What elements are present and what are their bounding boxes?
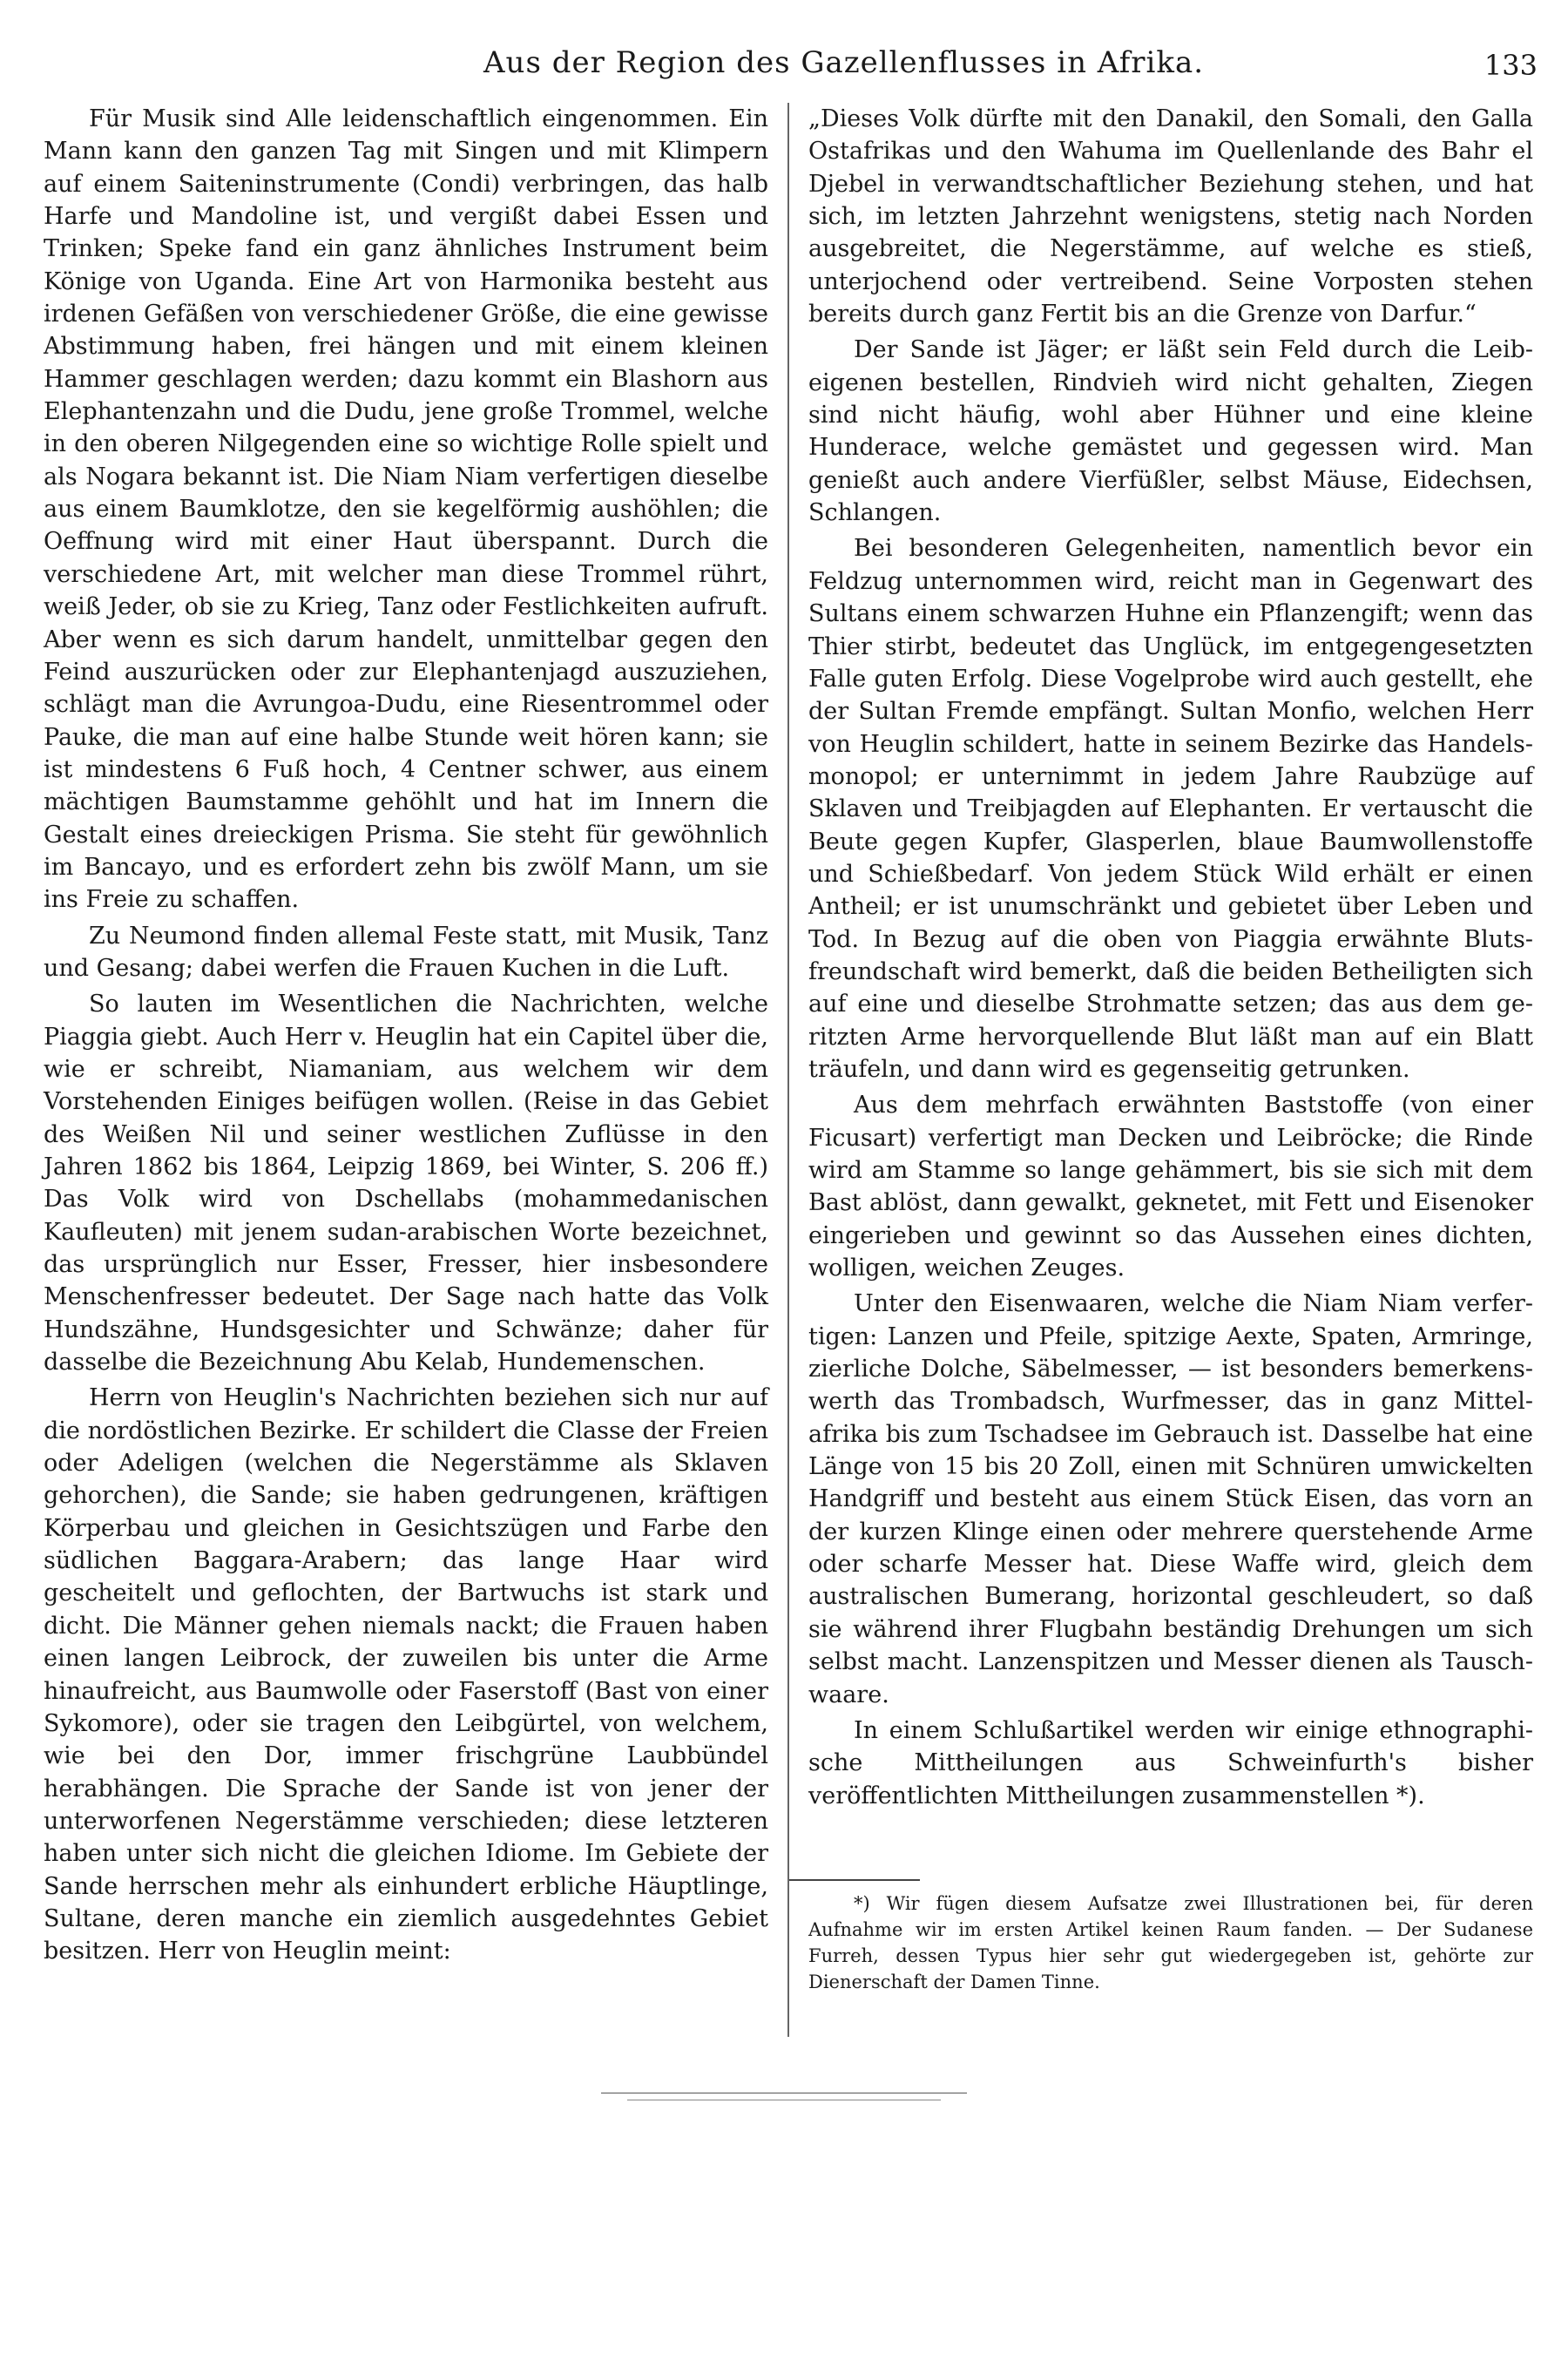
paragraph: Bei besonderen Gelegenheiten, namentlich bevor ein Feldzug unternommen wird, reicht man in Gegenwart des Sultans einem schwarzen Huhne ein Pflanzengift; wenn das Thier stirbt, bedeutet das Unglück, im entgegengesetzten Falle guten Erfolg. Diese Vogelprobe wird auch gestellt, ehe der Sultan Fremde empfängt. Sultan Monfio, welchen Herr von Heuglin schildert, hatte in seinem Bezirke das Handelsmonopol; er unternimmt in jedem Jahre Raubzüge auf Sklaven und Treibjagden auf Elephanten. Er vertauscht die Beute gegen Kupfer, Glasperlen, blaue Baumwollenstoffe und Schießbedarf. Von jedem Stück Wild erhält er einen Antheil; er ist unumschränkt und gebietet über Leben und Tod. In Bezug auf die oben von Piaggia erwähnte Blutsfreundschaft wird bemerkt, daß die beiden Betheiligten sich auf eine und dieselbe Strohmatte setzen; das aus dem geritzten Arme hervorquellende Blut läßt man auf ein Blatt träufeln, und dann wird es gegenseitig getrunken. bbox=[808, 535, 1533, 1083]
right-column bbox=[808, 103, 1533, 1812]
paragraph: So lauten im Wesentlichen die Nachrichten, welche Piaggia giebt. Auch Herr v. Heuglin hat ein Capitel über die, wie er schreibt, Niamaniam, aus welchem wir dem Vorstehenden Einiges beifügen wollen. (Reise in das Gebiet des Weißen Nil und seiner westlichen Zuflüsse in den Jahren 1862 bis 1864, Leipzig 1869, bei Winter, S. 206 ff.) Das Volk wird von Dschellabs (mohammedanischen Kaufleuten) mit jenem sudan-arabischen Worte bezeichnet, das ursprünglich nur Esser, Fresser, hier insbesondere Menschenfresser bedeutet. Der Sage nach hatte das Volk Hundszähne, Hundsgesichter und Schwänze; daher für dasselbe die Bezeichnung Abu Kelab, Hundemenschen. bbox=[44, 991, 768, 1376]
left-column bbox=[44, 103, 768, 1968]
paragraph: Herrn von Heuglin's Nachrichten beziehen sich nur auf die nordöstlichen Bezirke. Er schildert die Classe der Freien oder Adeligen (welchen die Negerstämme als Sklaven gehorchen), die Sande; sie haben gedrungenen, kräftigen Körperbau und gleichen in Gesichtszügen und Farbe den südlichen Baggara-Arabern; das lange Haar wird gescheitelt und geflochten, der Bartwuchs ist stark und dicht. Die Männer gehen niemals nackt; die Frauen haben einen langen Leibrock, der zuweilen bis unter die Arme hinaufreicht, aus Baumwolle oder Faserstoff (Bast von einer Sykomore), oder sie tragen den Leibgürtel, von welchem, wie bei den Dor, immer frischgrüne Laubbündel herabhängen. Die Sprache der Sande ist von jener der unterworfenen Negerstämme verschieden; diese letzteren haben unter sich nicht die gleichen Idiome. Im Gebiete der Sande herrschen mehr als einhundert erbliche Häuptlinge, Sultane, deren manche ein ziemlich ausgedehntes Gebiet besitzen. Herr von Heuglin meint: bbox=[44, 1384, 768, 1965]
page-header bbox=[0, 45, 1568, 89]
paragraph: Zu Neumond finden allemal Feste statt, mit Musik, Tanz und Gesang; dabei werfen die Frauen Kuchen in die Luft. bbox=[44, 922, 768, 982]
paragraph: Für Musik sind Alle leidenschaftlich eingenommen. Ein Mann kann den ganzen Tag mit Singen und mit Klimpern auf einem Saiteninstrumente (Condi) verbringen, das halb Harfe und Mandoline ist, und vergißt dabei Essen und Trinken; Speke fand ein ganz ähnliches Instrument beim Könige von Uganda. Eine Art von Harmonika besteht aus irdenen Gefäßen von verschiedener Größe, die eine gewisse Abstimmung haben, frei hängen und mit einem kleinen Hammer geschlagen werden; dazu kommt ein Blashorn aus Elephantenzahn und die Dudu, jene große Trommel, welche in den oberen Nilgegenden eine so wichtige Rolle spielt und als Nogara bekannt ist. Die Niam Niam verfertigen dieselbe aus einem Baumklotze, den sie kegelförmig aushöhlen; die Oeffnung wird mit einer Haut überspannt. Durch die verschiedene Art, mit welcher man diese Trommel rührt, weiß Jeder, ob sie zu Krieg, Tanz oder Festlichkeiten aufruft. Aber wenn es sich darum handelt, unmittelbar gegen den Feind auszurücken oder zur Elephantenjagd auszuziehen, schlägt man die Avrungoa-Dudu, eine Riesentrommel oder Pauke, die man auf eine halbe Stunde weit hören kann; sie ist mindestens 6 Fuß hoch, 4 Centner schwer, aus einem mächtigen Baumstamme gehöhlt und hat im Innern die Gestalt eines dreieckigen Prisma. Sie steht für gewöhnlich im Bancayo, und es erfordert zehn bis zwölf Mann, um sie ins Freie zu schaffen. bbox=[44, 105, 768, 914]
running-head: Aus der Region des Gazellenflusses in Afrika. bbox=[483, 45, 1205, 80]
paragraph: Der Sande ist Jäger; er läßt sein Feld durch die Leibeigenen bestellen, Rindvieh wird nicht gehalten, Ziegen sind nicht häufig, wohl aber Hühner und eine kleine Hunderace, welche gemästet und gegessen wird. Man genießt auch andere Vierfüßler, selbst Mäuse, Eidechsen, Schlangen. bbox=[808, 336, 1533, 527]
paragraph: Aus dem mehrfach erwähnten Baststoffe (von einer Ficusart) verfertigt man Decken und Leibröcke; die Rinde wird am Stamme so lange gehämmert, bis sie sich mit dem Bast ablöst, dann gewalkt, geknetet, mit Fett und Eisenoker eingerieben und gewinnt so das Aussehen eines dichten, wolligen, weichen Zeuges. bbox=[808, 1092, 1533, 1282]
footnote-text: *) Wir fügen diesem Aufsatze zwei Illustrationen bei, für deren Aufnahme wir im ersten Artikel keinen Raum fanden. — Der Sudanese Furreh, dessen Typus hier sehr gut wiedergegeben ist, gehörte zur Dienerschaft der Damen Tinne. bbox=[808, 1893, 1533, 1992]
footnote bbox=[808, 1890, 1533, 1995]
footnote-rule bbox=[789, 1879, 920, 1881]
paragraph: In einem Schlußartikel werden wir einige ethnographische Mittheilungen aus Schweinfurth's bisher veröffentlichten Mittheilungen zusammenstellen *). bbox=[808, 1716, 1533, 1809]
page-number: 133 bbox=[1484, 49, 1538, 82]
quotation-paragraph: „Dieses Volk dürfte mit den Danakil, den Somali, den Galla Ostafrikas und den Wahuma im Quellenlande des Bahr el Djebel in verwandtschaftlicher Beziehung stehen, und hat sich, im letzten Jahrzehnt wenigstens, stetig nach Norden ausgebreitet, die Negerstämme, auf welche es stieß, unterjochend oder vertreibend. Seine Vorposten stehen bereits durch ganz Fertit bis an die Grenze von Darfur.“ bbox=[808, 105, 1533, 328]
column-divider bbox=[787, 103, 789, 2037]
paragraph: Unter den Eisenwaaren, welche die Niam Niam verfertigen: Lanzen und Pfeile, spitzige Aexte, Spaten, Armringe, zierliche Dolche, Säbelmesser, — ist besonders bemerkenswerth das Trombadsch, Wurfmesser, das in ganz Mittelafrika bis zum Tschadsee im Gebrauch ist. Dasselbe hat eine Länge von 15 bis 20 Zoll, einen mit Schnüren umwickelten Handgriff und besteht aus einem Stück Eisen, das vorn an der kurzen Klinge einen oder mehrere querstehende Arme oder scharfe Messer hat. Diese Waffe wird, gleich dem australischen Bumerang, horizontal geschleudert, so daß sie während ihrer Flugbahn beständig Drehungen um sich selbst macht. Lanzenspitzen und Messer dienen als Tauschwaare. bbox=[808, 1290, 1533, 1708]
